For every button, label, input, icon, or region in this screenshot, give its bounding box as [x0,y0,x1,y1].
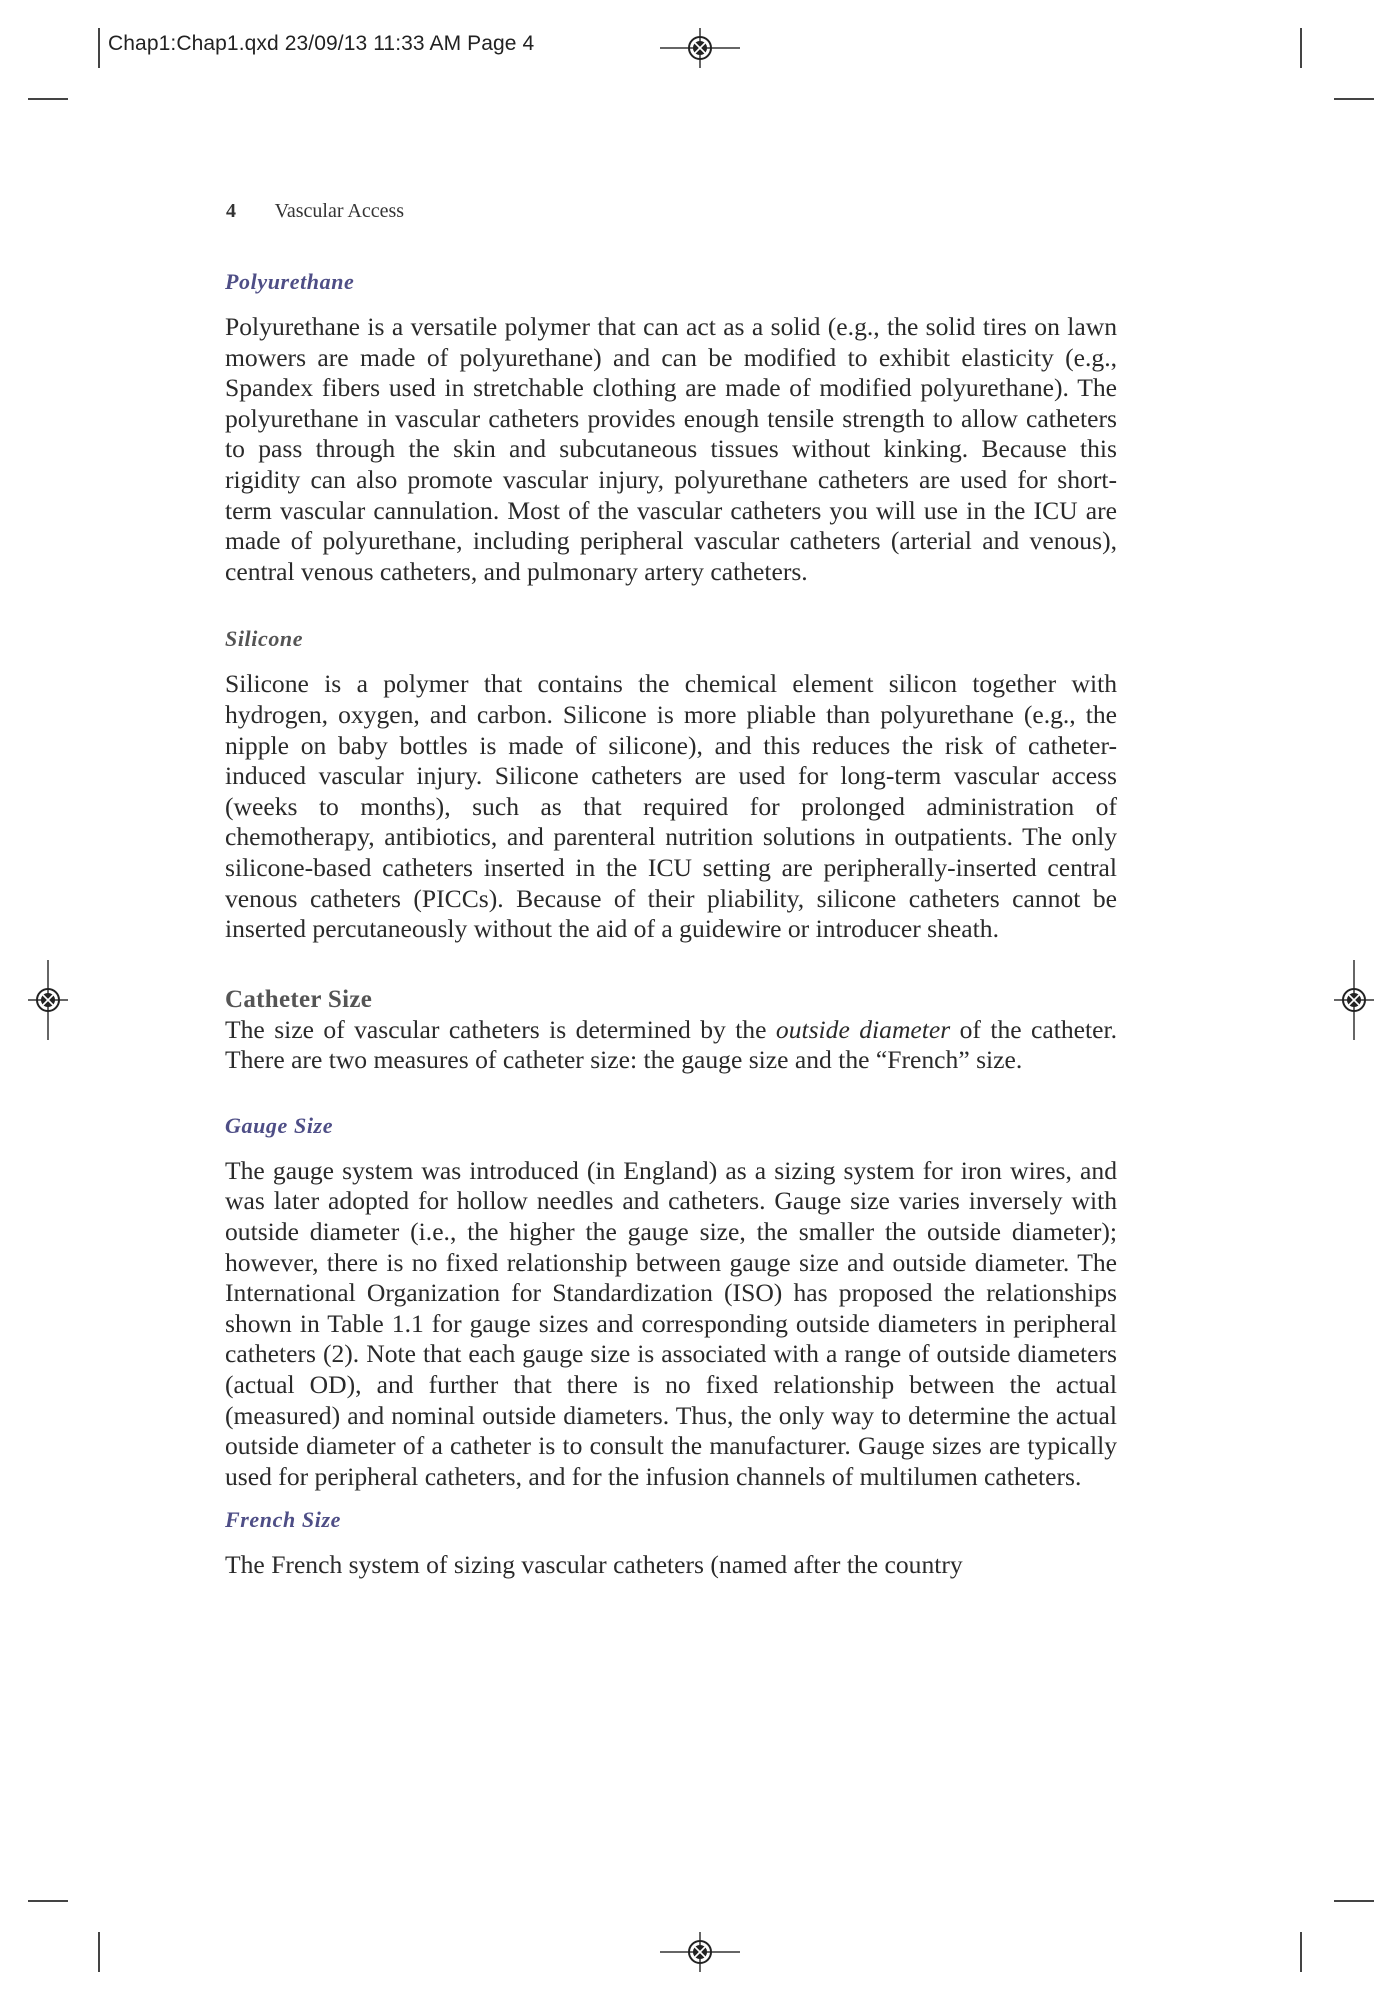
subheading-polyurethane: Polyurethane [225,269,355,294]
paragraph-catheter-size: The size of vascular catheters is determined by the outside diameter of the catheter. There are two measures of catheter size: the gauge size and the “French” size. [225,1014,1118,1075]
crop-mark-right-bottom [1334,1900,1374,1902]
registration-mark-bottom [660,1932,740,1972]
page-number: 4 [226,200,236,222]
subheading-gauge-size: Gauge Size [225,1112,334,1138]
heading-catheter-size: Catheter Size [225,985,373,1013]
registration-mark-left [28,960,68,1040]
paragraph-silicone: Silicone is a polymer that contains the chemical element silicon together with hydrogen, oxygen, and carbon. Silicone is more pliable than polyurethane (e.g., the nipple on baby bottles is made of silicone), and this reduces the risk of catheter-induced vascular injury. Silicone catheters are used for long-term vascular access (weeks to months), such as that required for prolonged administration of chemotherapy, antibiotics, and parenteral nutrition solutions in outpatients. The only silicone-based catheters inserted in the ICU setting are peripherally-inserted central venous catheters (PICCs). Because of their pliability, silicone catheters cannot be inserted percutaneously without the aid of a guidewire or introducer sheath. [225,669,1117,944]
crop-mark-bottom-right [1300,1932,1302,1972]
emphasis-outside-diameter: outside diameter [775,1014,951,1044]
running-head-title: Vascular Access [274,200,405,222]
registration-mark-top [660,28,740,68]
crop-mark-top-left [98,28,100,68]
crop-mark-left-bottom [28,1900,68,1902]
slug-line: Chap1:Chap1.qxd 23/09/13 11:33 AM Page 4 [108,32,535,55]
crop-mark-top-right [1300,28,1302,68]
page-body [225,268,1117,1619]
paragraph-gauge-size: The gauge system was introduced (in England) as a sizing system for iron wires, and was later adopted for hollow needles and catheters. Gauge size varies inversely with outside diameter (i.e., the higher the gauge size, the smaller the outside diameter); however, there is no fixed relationship between gauge size and outside diameter. The International Organization for Standardization (ISO) has proposed the relationships shown in Table 1.1 for gauge sizes and corresponding outside diameters in peripheral catheters (2). Note that each gauge size is associated with a range of outside diameters (actual OD), and further that there is no fixed relationship between the actual (measured) and nominal outside diameters. Thus, the only way to determine the actual outside diameter of a catheter is to consult the manufacturer. Gauge sizes are typically used for peripheral catheters, and for the infusion channels of multilumen catheters. [225,1155,1117,1491]
subheading-french-size: French Size [225,1507,342,1533]
crop-mark-right-top [1334,98,1374,100]
paragraph-polyurethane: Polyurethane is a versatile polymer that can act as a solid (e.g., the solid tires on lawn mowers are made of polyurethane) and can be modified to exhibit elasticity (e.g., Spandex fibers used in stretchable clothing are made of modified polyurethane). The polyurethane in vascular catheters provides enough tensile strength to allow catheters to pass through the skin and subcutaneous tissues without kinking. Because this rigidity can also promote vascular injury, polyurethane catheters are used for short-term vascular cannulation. Most of the vascular catheters you will use in the ICU are made of polyurethane, including peripheral vascular catheters (arterial and venous), central venous catheters, and pulmonary artery catheters. [225,312,1117,586]
crop-mark-bottom-left [98,1932,100,1972]
paragraph-french-size: The French system of sizing vascular catheters (named after the country [225,1550,963,1580]
crop-mark-left-top [28,98,68,100]
subheading-silicone: Silicone [225,626,304,652]
registration-mark-right [1334,960,1374,1040]
running-head [226,200,404,223]
